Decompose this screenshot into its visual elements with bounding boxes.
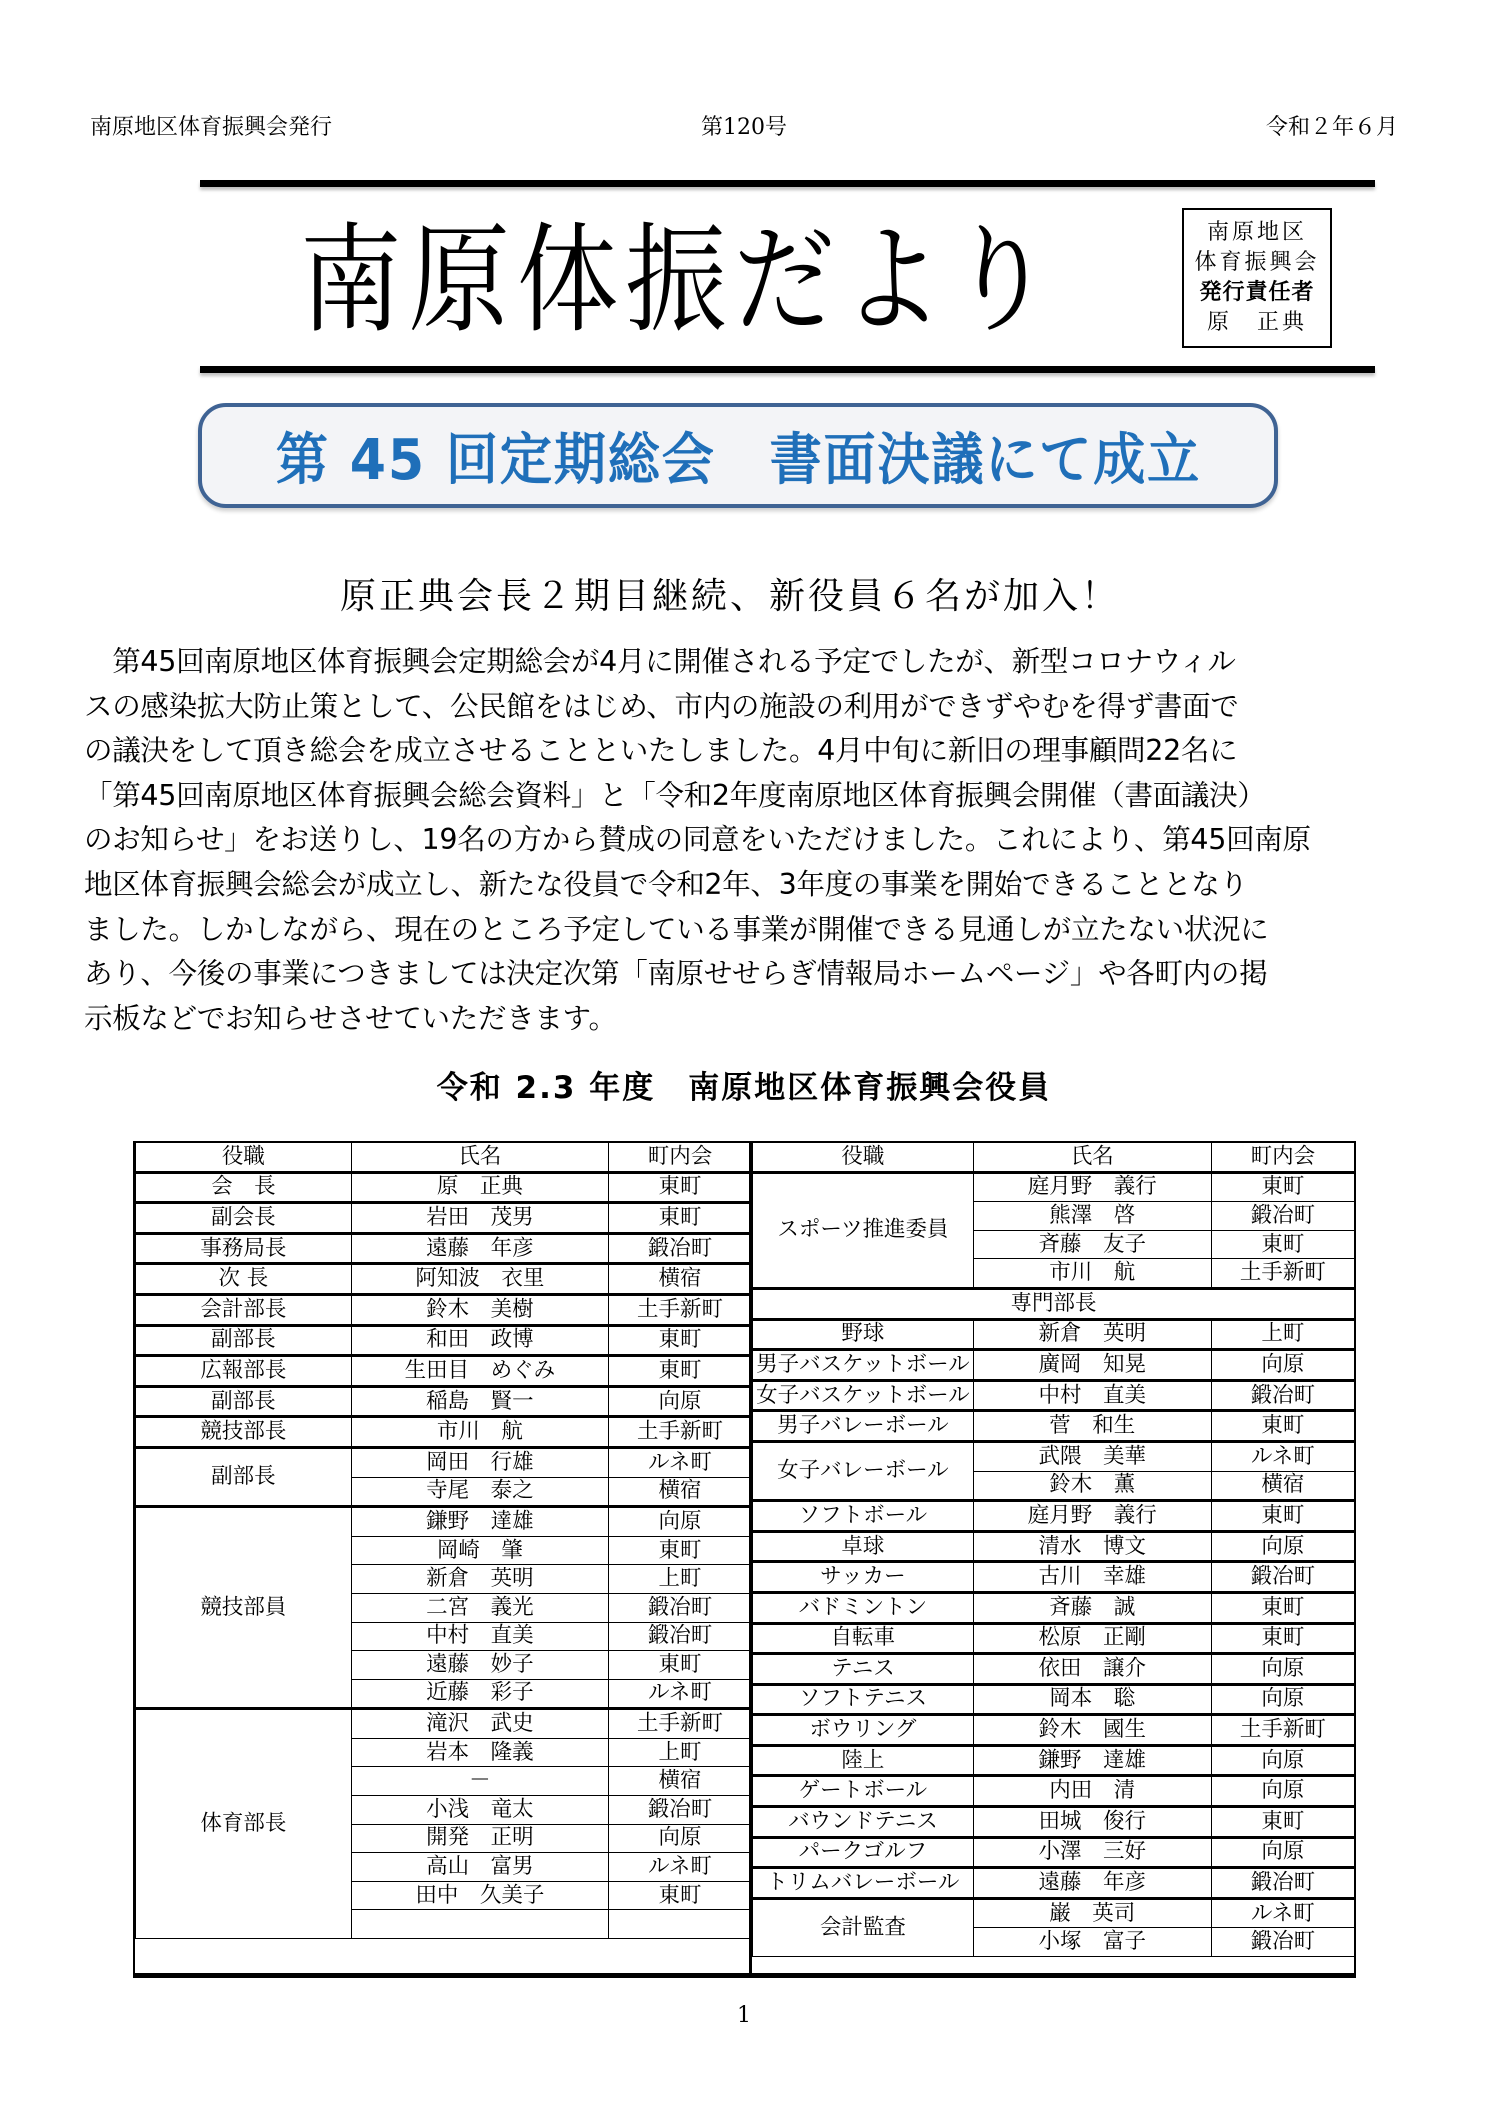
table-row (135, 1172, 752, 1203)
town-cell: ルネ町 (608, 1447, 751, 1477)
role-cell: 競技部長 (135, 1417, 351, 1448)
town-cell: 横宿 (1211, 1471, 1355, 1501)
town-cell: ルネ町 (608, 1853, 751, 1882)
name-cell: 二宮 義光 (351, 1593, 608, 1622)
town-cell: 上町 (1211, 1319, 1355, 1350)
town-cell: 上町 (608, 1565, 751, 1594)
town-cell: 上町 (608, 1738, 751, 1767)
name-cell: 小浅 竜太 (351, 1796, 608, 1825)
role-cell: 競技部員 (135, 1507, 351, 1709)
table-row (753, 1623, 1356, 1654)
name-cell: 生田目 めぐみ (351, 1356, 608, 1387)
body-line: 第45回南原地区体育振興会定期総会が4月に開催される予定でしたが、新型コロナウィル (84, 645, 1236, 678)
town-cell (608, 1910, 751, 1939)
town-cell: 鍛冶町 (1211, 1868, 1355, 1899)
table-row (135, 1264, 752, 1295)
table-row (135, 1417, 752, 1448)
name-cell: 小澤 三好 (973, 1837, 1211, 1868)
town-cell: 鍛冶町 (1211, 1380, 1355, 1411)
table-row (753, 1837, 1356, 1868)
column-header: 氏名 (351, 1143, 608, 1173)
table-row (753, 1592, 1356, 1623)
roster-table-left (134, 1142, 752, 1939)
town-cell: 向原 (608, 1386, 751, 1417)
table-row (753, 1898, 1356, 1928)
table-row (753, 1745, 1356, 1776)
name-cell: 岩本 隆義 (351, 1738, 608, 1767)
column-header: 町内会 (608, 1143, 751, 1173)
role-cell: 副部長 (135, 1447, 351, 1506)
town-cell: 鍛冶町 (608, 1233, 751, 1264)
town-cell: 向原 (1211, 1654, 1355, 1685)
publisher-line: 体育振興会 (1194, 250, 1320, 275)
town-cell: ルネ町 (1211, 1441, 1355, 1471)
table-row (753, 1380, 1356, 1411)
role-cell: バドミントン (753, 1592, 974, 1623)
role-cell: 会計監査 (753, 1898, 974, 1956)
role-cell: ソフトボール (753, 1501, 974, 1532)
name-cell: 岡本 聡 (973, 1684, 1211, 1715)
column-header: 役職 (135, 1143, 351, 1173)
name-cell: 鈴木 國生 (973, 1715, 1211, 1746)
role-cell: 自転車 (753, 1623, 974, 1654)
town-cell: 東町 (1211, 1592, 1355, 1623)
town-cell: ルネ町 (608, 1679, 751, 1709)
table-row (135, 1233, 752, 1264)
name-cell: 田中 久美子 (351, 1881, 608, 1910)
column-header: 役職 (753, 1143, 974, 1173)
table-row (753, 1562, 1356, 1593)
name-cell: 岡崎 肇 (351, 1536, 608, 1565)
section-row (753, 1288, 1356, 1319)
name-cell: 中村 直美 (351, 1622, 608, 1651)
town-cell: 鍛冶町 (1211, 1562, 1355, 1593)
town-cell: 向原 (1211, 1350, 1355, 1381)
name-cell: 庭月野 義行 (973, 1501, 1211, 1532)
table-row (135, 1294, 752, 1325)
name-cell: 依田 譲介 (973, 1654, 1211, 1685)
table-row (753, 1807, 1356, 1838)
role-cell: パークゴルフ (753, 1837, 974, 1868)
name-cell: 田城 俊行 (973, 1807, 1211, 1838)
town-cell: 鍛冶町 (608, 1593, 751, 1622)
role-cell: スポーツ推進委員 (753, 1172, 974, 1288)
role-cell: 卓球 (753, 1531, 974, 1562)
role-cell: ボウリング (753, 1715, 974, 1746)
section-header: 専門部長 (753, 1288, 1356, 1319)
role-cell: 女子バレーボール (753, 1441, 974, 1500)
role-cell: 副会長 (135, 1203, 351, 1234)
table-row (135, 1709, 752, 1739)
subheadline: 原正典会長２期目継続、新役員６名が加入！ (340, 576, 1121, 617)
town-cell: 東町 (608, 1536, 751, 1565)
town-cell: 向原 (608, 1824, 751, 1853)
name-cell: 松原 正剛 (973, 1623, 1211, 1654)
role-cell: 事務局長 (135, 1233, 351, 1264)
publisher-line: 南原地区 (1206, 220, 1307, 245)
role-cell: 体育部長 (135, 1709, 351, 1939)
name-cell: － (351, 1767, 608, 1796)
article-body (84, 640, 1414, 1041)
table-row (753, 1684, 1356, 1715)
role-cell: サッカー (753, 1562, 974, 1593)
town-cell: 東町 (1211, 1501, 1355, 1532)
name-cell: 岡田 行雄 (351, 1447, 608, 1477)
roster-title: 令和 2.3 年度 南原地区体育振興会役員 (436, 1070, 1052, 1106)
name-cell: 内田 清 (973, 1776, 1211, 1807)
page-header (90, 110, 1398, 150)
table-row (753, 1715, 1356, 1746)
table-row (135, 1325, 752, 1356)
town-cell: 土手新町 (608, 1417, 751, 1448)
town-cell: 鍛冶町 (608, 1796, 751, 1825)
headline-text: 第 45 回定期総会 書面決議にて成立 (275, 427, 1201, 493)
name-cell: 近藤 彩子 (351, 1679, 608, 1709)
body-line: 示板などでお知らせさせていただきます。 (84, 1001, 617, 1035)
header-issue: 第120号 (701, 115, 787, 140)
role-cell: ソフトテニス (753, 1684, 974, 1715)
town-cell: 向原 (608, 1507, 751, 1537)
town-cell: 東町 (608, 1651, 751, 1680)
column-header: 氏名 (973, 1143, 1211, 1173)
role-cell: 陸上 (753, 1745, 974, 1776)
name-cell: 鎌野 達雄 (351, 1507, 608, 1537)
table-row (135, 1386, 752, 1417)
table-header-row (753, 1143, 1356, 1173)
name-cell: 新倉 英明 (351, 1565, 608, 1594)
name-cell: 清水 博文 (973, 1531, 1211, 1562)
town-cell: 向原 (1211, 1684, 1355, 1715)
role-cell: ゲートボール (753, 1776, 974, 1807)
name-cell: 市川 航 (351, 1417, 608, 1448)
name-cell: 遠藤 年彦 (351, 1233, 608, 1264)
name-cell: 斉藤 友子 (973, 1230, 1211, 1259)
town-cell: 土手新町 (608, 1709, 751, 1739)
town-cell: 向原 (1211, 1745, 1355, 1776)
masthead-title: 南原体振だより (300, 211, 1059, 349)
role-cell: 次 長 (135, 1264, 351, 1295)
town-cell: 鍛冶町 (608, 1622, 751, 1651)
town-cell: 東町 (1211, 1172, 1355, 1202)
name-cell: 高山 富男 (351, 1853, 608, 1882)
name-cell: 稲島 賢一 (351, 1386, 608, 1417)
name-cell: 廣岡 知晃 (973, 1350, 1211, 1381)
role-cell: 男子バスケットボール (753, 1350, 974, 1381)
name-cell: 岩田 茂男 (351, 1203, 608, 1234)
body-line: スの感染拡大防止策として、公民館をはじめ、市内の施設の利用ができずやむを得ず書面で (84, 689, 1239, 723)
role-cell: 副部長 (135, 1386, 351, 1417)
table-row (135, 1447, 752, 1477)
table-row (135, 1507, 752, 1537)
body-line: 「第45回南原地区体育振興会総会資料」と「令和2年度南原地区体育振興会開催（書面議決） (84, 778, 1266, 812)
town-cell: 向原 (1211, 1531, 1355, 1562)
town-cell: 土手新町 (1211, 1715, 1355, 1746)
masthead-top-rule (200, 180, 1375, 187)
name-cell: 滝沢 武史 (351, 1709, 608, 1739)
publisher-line: 発行責任者 (1199, 280, 1315, 305)
table-row (753, 1776, 1356, 1807)
name-cell: 市川 航 (973, 1259, 1211, 1289)
name-cell: 庭月野 義行 (973, 1172, 1211, 1202)
name-cell: 和田 政博 (351, 1325, 608, 1356)
page-number: 1 (737, 2003, 751, 2028)
name-cell: 熊澤 啓 (973, 1202, 1211, 1231)
town-cell: 横宿 (608, 1767, 751, 1796)
town-cell: 東町 (608, 1172, 751, 1203)
table-row (753, 1350, 1356, 1381)
town-cell: 東町 (1211, 1623, 1355, 1654)
table-row (753, 1531, 1356, 1562)
table-row (753, 1501, 1356, 1532)
name-cell: 寺尾 泰之 (351, 1477, 608, 1507)
name-cell: 新倉 英明 (973, 1319, 1211, 1350)
town-cell: 東町 (1211, 1807, 1355, 1838)
name-cell (351, 1910, 608, 1939)
table-row (753, 1441, 1356, 1471)
name-cell: 鈴木 美樹 (351, 1294, 608, 1325)
body-line: のお知らせ」をお送りし、19名の方から賛成の同意をいただけました。これにより、第45回南原 (84, 823, 1311, 857)
table-row (753, 1319, 1356, 1350)
table-row (753, 1172, 1356, 1202)
town-cell: 東町 (608, 1325, 751, 1356)
town-cell: 向原 (1211, 1776, 1355, 1807)
town-cell: 鍛冶町 (1211, 1928, 1355, 1957)
town-cell: 横宿 (608, 1264, 751, 1295)
table-header-row (135, 1143, 752, 1173)
name-cell: 開発 正明 (351, 1824, 608, 1853)
role-cell: 会計部長 (135, 1294, 351, 1325)
name-cell: 原 正典 (351, 1172, 608, 1203)
header-publisher: 南原地区体育振興会発行 (90, 115, 333, 140)
town-cell: 東町 (1211, 1230, 1355, 1259)
body-line: の議決をして頂き総会を成立させることといたしました。4月中旬に新旧の理事顧問22名に (84, 734, 1238, 768)
town-cell: 東町 (608, 1203, 751, 1234)
name-cell: 遠藤 年彦 (973, 1868, 1211, 1899)
headline-banner (198, 403, 1278, 508)
town-cell: 東町 (608, 1356, 751, 1387)
town-cell: 東町 (1211, 1411, 1355, 1442)
role-cell: 男子バレーボール (753, 1411, 974, 1442)
column-header: 町内会 (1211, 1143, 1355, 1173)
publisher-box (1182, 208, 1332, 348)
role-cell: 女子バスケットボール (753, 1380, 974, 1411)
name-cell: 鎌野 達雄 (973, 1745, 1211, 1776)
name-cell: 巌 英司 (973, 1898, 1211, 1928)
name-cell: 阿知波 衣里 (351, 1264, 608, 1295)
name-cell: 菅 和生 (973, 1411, 1211, 1442)
table-row (135, 1356, 752, 1387)
role-cell: 広報部長 (135, 1356, 351, 1387)
town-cell: 土手新町 (1211, 1259, 1355, 1289)
table-row (135, 1203, 752, 1234)
town-cell: 東町 (608, 1881, 751, 1910)
role-cell: テニス (753, 1654, 974, 1685)
name-cell: 古川 幸雄 (973, 1562, 1211, 1593)
town-cell: ルネ町 (1211, 1898, 1355, 1928)
name-cell: 中村 直美 (973, 1380, 1211, 1411)
body-line: あり、今後の事業につきましては決定次第「南原せせらぎ情報局ホームページ」や各町内の掲 (84, 957, 1268, 991)
role-cell: 副部長 (135, 1325, 351, 1356)
role-cell: トリムバレーボール (753, 1868, 974, 1899)
name-cell: 小塚 富子 (973, 1928, 1211, 1957)
role-cell: 野球 (753, 1319, 974, 1350)
body-line: ました。しかしながら、現在のところ予定している事業が開催できる見通しが立たない状況に (84, 912, 1269, 946)
town-cell: 鍛冶町 (1211, 1202, 1355, 1231)
town-cell: 向原 (1211, 1837, 1355, 1868)
name-cell: 武隈 美華 (973, 1441, 1211, 1471)
town-cell: 横宿 (608, 1477, 751, 1507)
name-cell: 遠藤 妙子 (351, 1651, 608, 1680)
table-row (753, 1411, 1356, 1442)
role-cell: バウンドテニス (753, 1807, 974, 1838)
masthead-bottom-rule (200, 366, 1375, 373)
table-row (753, 1654, 1356, 1685)
name-cell: 鈴木 薫 (973, 1471, 1211, 1501)
header-date: 令和２年６月 (1265, 115, 1398, 140)
body-line: 地区体育振興会総会が成立し、新たな役員で令和2年、3年度の事業を開始できることとなり (84, 867, 1248, 901)
role-cell: 会 長 (135, 1172, 351, 1203)
table-row (753, 1868, 1356, 1899)
name-cell: 斉藤 誠 (973, 1592, 1211, 1623)
publisher-line: 原 正典 (1206, 310, 1307, 335)
town-cell: 土手新町 (608, 1294, 751, 1325)
roster-table-right (752, 1142, 1356, 1957)
